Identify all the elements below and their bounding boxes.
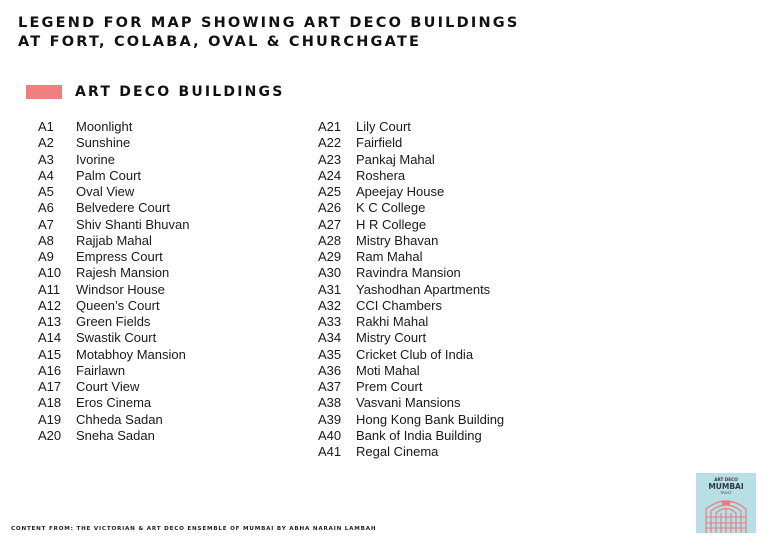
building-entry <box>38 379 189 395</box>
building-entry <box>318 184 504 200</box>
building-entry <box>318 347 504 363</box>
building-entry <box>38 119 189 135</box>
building-name: Eros Cinema <box>76 395 152 411</box>
building-code: A33 <box>318 314 342 329</box>
building-code: A36 <box>318 362 342 378</box>
building-name: Cricket Club of India <box>356 346 474 362</box>
building-name: Vasvani Mansions <box>356 395 461 411</box>
building-code: A34 <box>318 330 342 346</box>
legend-swatch <box>26 85 62 99</box>
building-entry <box>318 265 504 281</box>
building-entry <box>38 363 189 379</box>
building-entry <box>38 347 189 363</box>
building-name: Shiv Shanti Bhuvan <box>76 216 190 232</box>
building-entry <box>318 330 504 346</box>
building-entry <box>318 444 504 460</box>
building-name: Queen’s Court <box>76 297 160 313</box>
source-credit: CONTENT FROM: THE VICTORIAN & ART DECO ENSEMBLE OF MUMBAI BY ABHA NARAIN LAMBAH <box>11 526 377 532</box>
building-entry <box>318 412 504 428</box>
building-entry <box>38 395 189 411</box>
building-entry <box>318 168 504 184</box>
building-name: Court View <box>76 379 140 394</box>
building-entry <box>38 314 189 330</box>
building-name: Bank of India Building <box>356 427 482 443</box>
logo-text-main: MUMBAI <box>708 482 744 491</box>
building-code: A9 <box>38 249 54 264</box>
building-name: Motabhoy Mansion <box>76 346 186 362</box>
building-entry <box>38 412 189 428</box>
building-code: A21 <box>318 119 342 134</box>
building-name: Sunshine <box>76 135 131 151</box>
building-code: A5 <box>38 184 54 199</box>
building-entry <box>38 184 189 200</box>
building-code: A25 <box>318 184 342 199</box>
building-name: Rakhi Mahal <box>356 314 429 329</box>
building-code: A12 <box>38 297 62 313</box>
legend-label: ART DECO BUILDINGS <box>75 84 285 100</box>
building-name: Pankaj Mahal <box>356 151 435 167</box>
building-code: A38 <box>318 395 342 411</box>
logo-building-crown <box>722 501 730 505</box>
building-name: K C College <box>356 200 426 216</box>
building-code: A10 <box>38 265 62 281</box>
building-code: A18 <box>38 395 62 411</box>
building-name: Palm Court <box>76 167 142 183</box>
building-code: A23 <box>318 151 342 167</box>
building-entry <box>38 298 189 314</box>
building-code: A29 <box>318 249 342 264</box>
building-code: A40 <box>318 427 342 443</box>
building-entry <box>38 233 189 249</box>
building-name: Mistry Court <box>356 330 427 346</box>
building-name: Empress Court <box>76 249 163 264</box>
legend-key <box>26 84 285 100</box>
page-title <box>18 14 520 52</box>
building-code: A14 <box>38 330 62 346</box>
building-code: A22 <box>318 135 342 151</box>
building-code: A7 <box>38 216 54 232</box>
building-code: A26 <box>318 200 342 216</box>
building-name: CCI Chambers <box>356 297 442 313</box>
building-code: A20 <box>38 427 62 443</box>
building-entry <box>318 233 504 249</box>
building-code: A27 <box>318 216 342 232</box>
building-name: Windsor House <box>76 281 165 297</box>
building-name: Apeejay House <box>356 184 445 199</box>
building-name: Yashodhan Apartments <box>356 281 491 297</box>
building-name: Fairfield <box>356 135 403 151</box>
building-entry <box>318 379 504 395</box>
building-name: Rajesh Mansion <box>76 265 170 281</box>
building-name: Prem Court <box>356 379 423 394</box>
building-name: Green Fields <box>76 314 151 329</box>
building-entry <box>318 152 504 168</box>
building-code: A1 <box>38 119 54 134</box>
building-code: A39 <box>318 411 342 427</box>
building-entry <box>38 249 189 265</box>
building-code: A13 <box>38 314 62 329</box>
building-name: Lily Court <box>356 119 411 134</box>
building-code: A28 <box>318 232 342 248</box>
building-entry <box>318 119 504 135</box>
building-name: Oval View <box>76 184 135 199</box>
art-deco-mumbai-logo <box>696 473 756 533</box>
building-code: A2 <box>38 135 54 151</box>
logo-text-bottom: TRUST <box>720 491 732 495</box>
building-code: A37 <box>318 379 342 394</box>
building-code: A3 <box>38 151 54 167</box>
building-name: Ram Mahal <box>356 249 423 264</box>
building-name: Roshera <box>356 167 406 183</box>
building-code: A16 <box>38 362 62 378</box>
building-entry <box>318 200 504 216</box>
building-code: A6 <box>38 200 54 216</box>
building-name: Belvedere Court <box>76 200 170 216</box>
building-entry <box>318 314 504 330</box>
building-name: Regal Cinema <box>356 444 439 459</box>
building-list-column-1 <box>38 119 189 444</box>
building-name: Swastik Court <box>76 330 157 346</box>
building-entry <box>318 428 504 444</box>
building-entry <box>318 217 504 233</box>
building-code: A17 <box>38 379 62 394</box>
building-entry <box>38 135 189 151</box>
building-code: A4 <box>38 167 54 183</box>
building-entry <box>318 282 504 298</box>
building-name: Hong Kong Bank Building <box>356 411 505 427</box>
building-name: Rajjab Mahal <box>76 232 152 248</box>
building-name: Ravindra Mansion <box>356 265 461 281</box>
building-name: Mistry Bhavan <box>356 232 439 248</box>
building-entry <box>38 330 189 346</box>
logo-graphic <box>696 473 756 533</box>
building-name: H R College <box>356 216 427 232</box>
building-code: A30 <box>318 265 342 281</box>
building-entry <box>38 152 189 168</box>
building-entry <box>38 217 189 233</box>
building-name: Sneha Sadan <box>76 427 155 443</box>
building-entry <box>38 428 189 444</box>
building-entry <box>318 135 504 151</box>
title-line-1: LEGEND FOR MAP SHOWING ART DECO BUILDINGS <box>18 15 520 31</box>
building-entry <box>318 395 504 411</box>
building-code: A19 <box>38 411 62 427</box>
building-code: A35 <box>318 346 342 362</box>
building-entry <box>318 249 504 265</box>
building-code: A31 <box>318 281 342 297</box>
building-code: A32 <box>318 297 342 313</box>
building-entry <box>38 265 189 281</box>
building-entry <box>318 363 504 379</box>
building-name: Chheda Sadan <box>76 411 163 427</box>
building-code: A15 <box>38 346 62 362</box>
building-entry <box>318 298 504 314</box>
building-entry <box>38 282 189 298</box>
building-entry <box>38 168 189 184</box>
building-code: A41 <box>318 444 342 459</box>
building-name: Fairlawn <box>76 362 126 378</box>
building-code: A24 <box>318 167 342 183</box>
title-line-2: AT FORT, COLABA, OVAL & CHURCHGATE <box>18 34 422 50</box>
building-entry <box>38 200 189 216</box>
building-name: Ivorine <box>76 151 116 167</box>
building-name: Moonlight <box>76 119 133 134</box>
building-code: A8 <box>38 232 54 248</box>
building-code: A11 <box>38 281 61 297</box>
logo-text-top: ART DECO <box>714 477 738 482</box>
building-list-column-2 <box>318 119 504 460</box>
building-name: Moti Mahal <box>356 362 420 378</box>
